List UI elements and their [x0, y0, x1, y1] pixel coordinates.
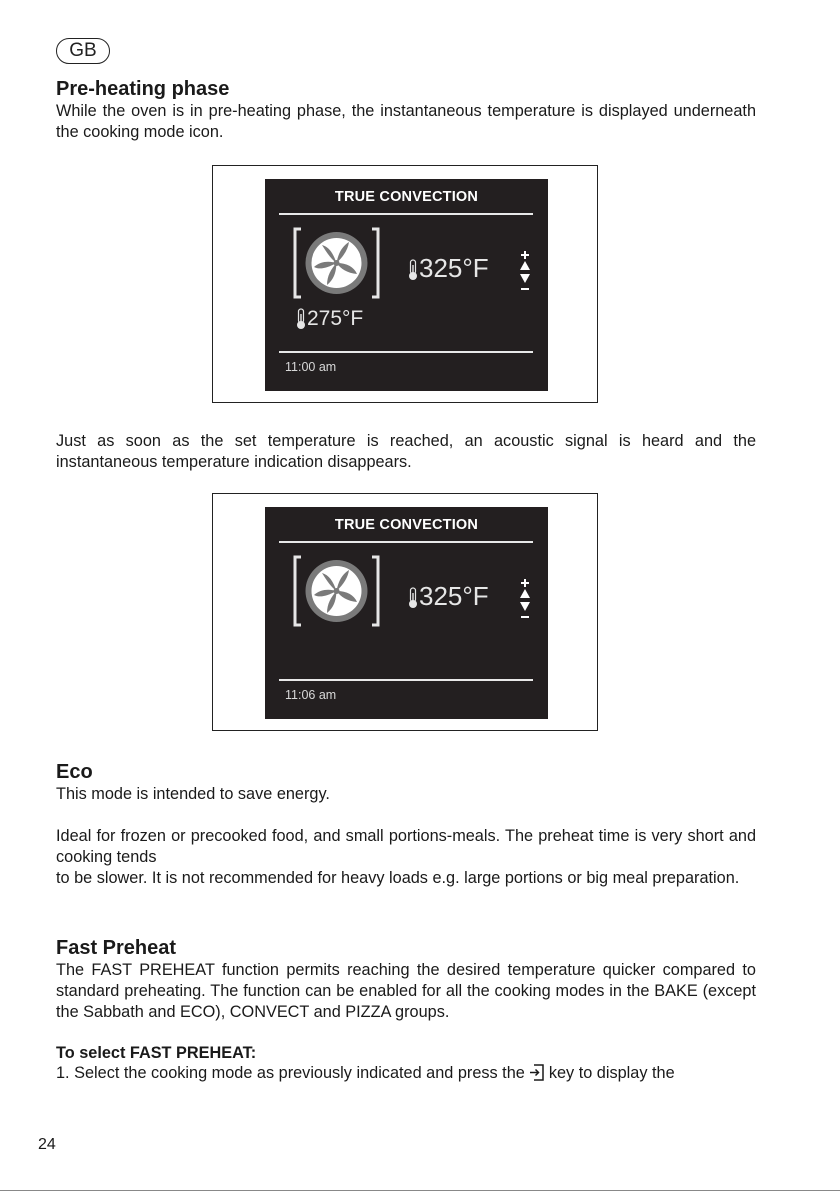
- fast-preheat-subheading: To select FAST PREHEAT:: [56, 1044, 257, 1062]
- fast-preheat-heading: Fast Preheat: [56, 937, 177, 959]
- current-temperature-value: 275°F: [307, 307, 364, 330]
- reached-paragraph: Just as soon as the set temperature is reached, an acoustic signal is heard and the instantaneous temperature indication disappears.: [56, 432, 756, 471]
- display-figure-2: [212, 493, 598, 731]
- convection-fan-icon: [289, 223, 384, 303]
- reached-section: [56, 431, 756, 473]
- display-divider-bottom: [279, 679, 533, 681]
- oven-display-2: [265, 507, 548, 719]
- display-title: TRUE CONVECTION: [334, 189, 479, 205]
- current-temperature: [295, 307, 363, 331]
- eco-paragraph-1: Ideal for frozen or precooked food, and small portions-meals. The preheat time is very short and cooking tends: [56, 827, 756, 866]
- eco-intro: This mode is intended to save energy.: [56, 785, 330, 803]
- step-1-text-before: 1. Select the cooking mode as previously indicated and press the: [56, 1064, 525, 1082]
- eco-paragraph-2: to be slower. It is not recommended for heavy loads e.g. large portions or big meal preparation.: [56, 869, 740, 887]
- plus-minus-arrows-icon[interactable]: [517, 579, 533, 623]
- page-bottom-rule: [0, 1190, 840, 1191]
- oven-display-1: [265, 179, 548, 391]
- enter-key-icon: [529, 1064, 545, 1081]
- preheat-heading: Pre-heating phase: [56, 78, 230, 100]
- preheat-section: [56, 78, 756, 143]
- fast-preheat-paragraph: The FAST PREHEAT function permits reaching the desired temperature quicker compared to standard preheating. The function can be enabled for all the cooking modes in the BAKE (except the Sabbath and ECO), CONVECT and PIZZA groups.: [56, 961, 756, 1021]
- display-title: TRUE CONVECTION: [334, 517, 479, 533]
- eco-section: [56, 761, 756, 889]
- convection-fan-icon: [289, 551, 384, 631]
- fast-preheat-section: [56, 937, 756, 1084]
- fast-preheat-step-1: [56, 1063, 756, 1084]
- display-clock: 11:00 am: [285, 360, 337, 374]
- thermometer-icon: [407, 587, 419, 609]
- language-badge: GB: [56, 38, 110, 64]
- display-figure-1: [212, 165, 598, 403]
- step-1-text-after: key to display the: [548, 1064, 675, 1082]
- page-number: 24: [38, 1136, 56, 1153]
- eco-heading: Eco: [56, 761, 93, 783]
- display-divider-bottom: [279, 351, 533, 353]
- set-temperature-value: 325°F: [419, 253, 489, 283]
- preheat-paragraph: While the oven is in pre-heating phase, the instantaneous temperature is displayed underneath the cooking mode icon.: [56, 102, 756, 141]
- set-temperature: [407, 581, 489, 612]
- thermometer-icon: [295, 308, 307, 330]
- display-divider-top: [279, 213, 533, 215]
- set-temperature: [407, 253, 489, 284]
- display-divider-top: [279, 541, 533, 543]
- thermometer-icon: [407, 259, 419, 281]
- plus-minus-arrows-icon[interactable]: [517, 251, 533, 295]
- set-temperature-value: 325°F: [419, 581, 489, 611]
- display-clock: 11:06 am: [285, 688, 337, 702]
